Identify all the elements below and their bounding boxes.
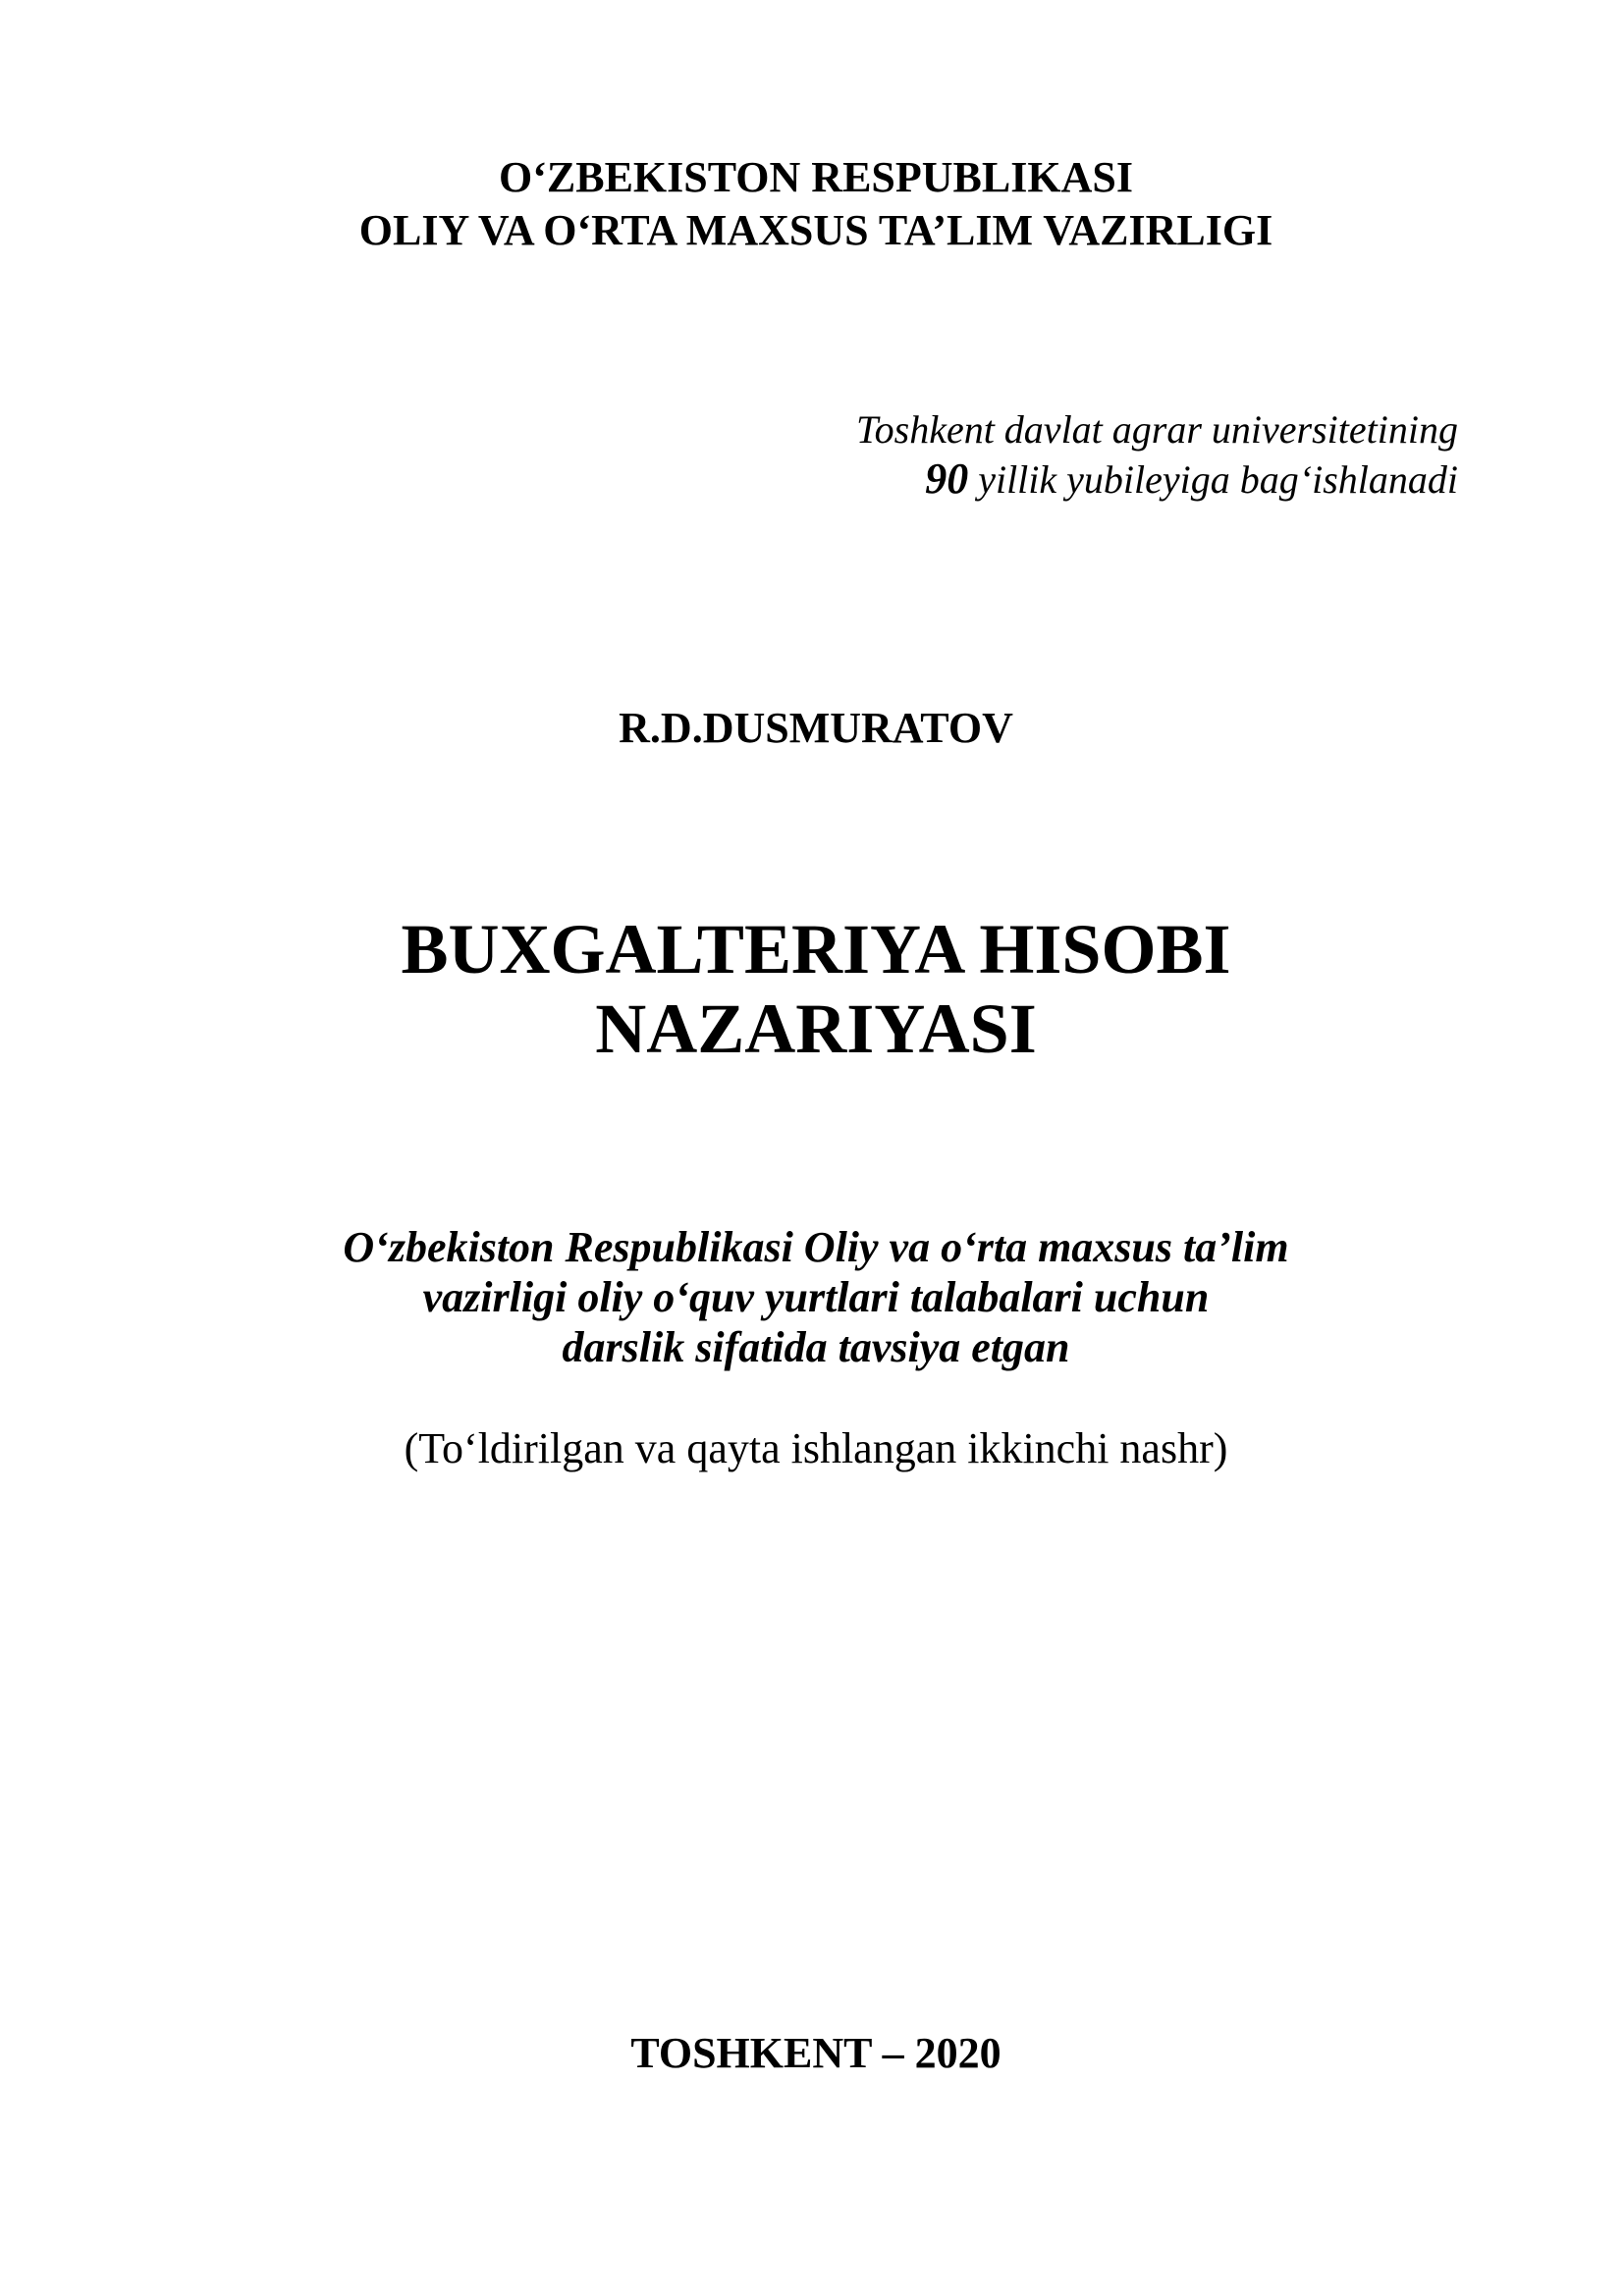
recommendation-line-1: O‘zbekiston Respublikasi Oliy va o‘rta maxsus ta’lim (343, 1223, 1289, 1271)
book-title (8, 910, 1624, 1069)
book-title-line-2: NAZARIYASI (595, 989, 1037, 1068)
imprint: TOSHKENT – 2020 (630, 2029, 1001, 2077)
ministry-header (8, 151, 1624, 257)
header-line-2: OLIY VA O‘RTA MAXSUS TA’LIM VAZIRLIGI (358, 206, 1273, 254)
edition-note: (To‘ldirilgan va qayta ishlangan ikkinchi nashr) (404, 1424, 1228, 1472)
author-name: R.D.DUSMURATOV (619, 704, 1013, 752)
dedication-line-1: Toshkent davlat agrar universitetining (856, 407, 1458, 452)
recommendation-note (8, 1222, 1624, 1372)
dedication-line-2 (856, 454, 1458, 505)
recommendation-line-3: darslik sifatida tavsiya etgan (562, 1323, 1070, 1371)
anniversary-number: 90 (925, 454, 969, 503)
dedication-line-2-text: yillik yubileyiga bag‘ishlanadi (978, 457, 1458, 502)
header-line-1: O‘ZBEKISTON RESPUBLIKASI (499, 153, 1133, 201)
recommendation-line-2: vazirligi oliy o‘quv yurtlari talabalari uchun (422, 1273, 1210, 1321)
dedication (856, 405, 1458, 505)
book-title-line-1: BUXGALTERIYA HISOBI (401, 910, 1231, 988)
